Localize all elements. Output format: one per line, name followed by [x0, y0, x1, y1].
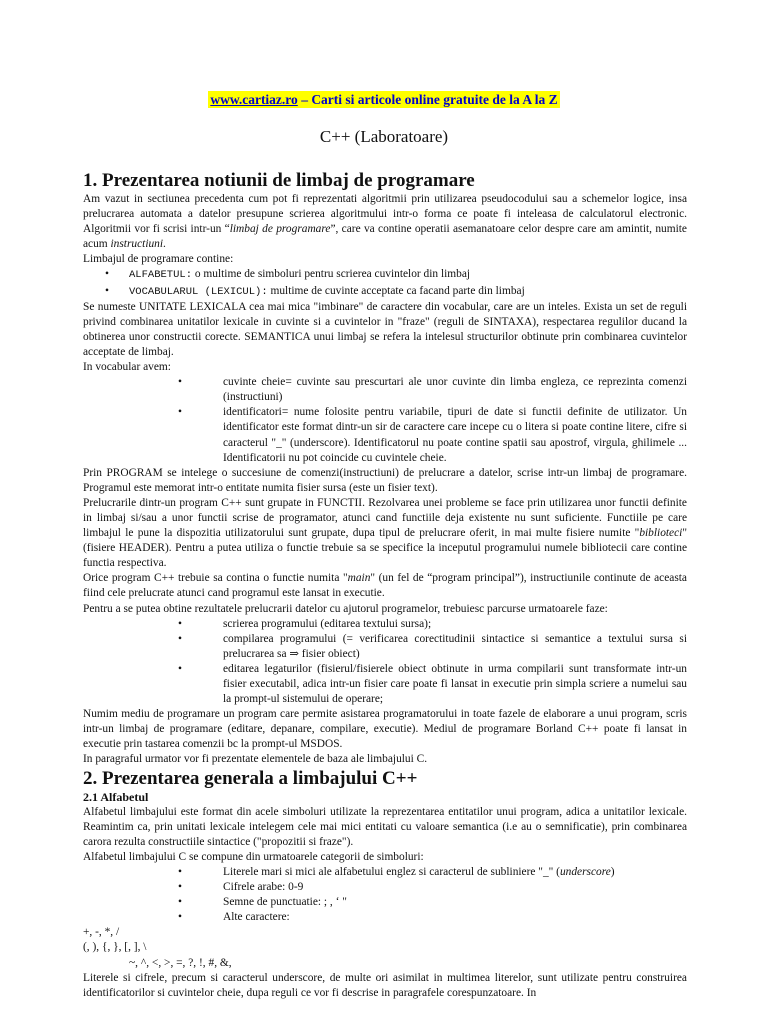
next-paragraph: In paragraful urmator vor fi prezentate elementele de baza ale limbajului C.: [83, 753, 428, 766]
intro-paragraph: Am vazut in sectiunea precedenta cum pot fi reprezentati algoritmii prin utilizarea pseudocodului sau a schemelor logice, insa prelucrarea automata a datelor presupune scrierea algoritmului intr-o forma ce poate fi inteleasa de calculatorul electronic. Algoritmii vor fi scrisi intr-un “limbaj de programare”, care va contine operatii asemanatoare celor despre care am amintit, numite acum instructiuni.: [83, 193, 687, 251]
closing-paragraph: Literele si cifrele, precum si caracterul underscore, de multe ori asimilat in multimea literelor, sunt utilizate pentru construirea identificatorilor si cuvintelor cheie, dupa reguli ce vor fi descrise in paragrafele corespunzatoare. In: [83, 971, 687, 999]
vocab-list: [83, 375, 687, 466]
bullet-icon: •: [178, 376, 182, 389]
chars-line: (, ), {, }, [, ], \: [83, 941, 147, 954]
list-item: • VOCABULARUL (LEXICUL): multime de cuvinte acceptate ca facand parte din limbaj: [105, 284, 525, 298]
categories-list: [83, 865, 687, 925]
vocab-intro: In vocabular avem:: [83, 361, 171, 374]
categories-intro: Alfabetul limbajului C se compune din urmatoarele categorii de simboluri:: [83, 850, 424, 863]
document-title: C++ (Laboratoare): [319, 127, 449, 146]
special-characters: [83, 925, 687, 970]
site-link[interactable]: www.cartiaz.ro: [210, 92, 298, 107]
list-item: • scrierea programului (editarea textului sursa);: [83, 617, 687, 632]
header-highlight: [208, 91, 559, 108]
bullet-icon: •: [178, 865, 182, 878]
bullet-icon: •: [105, 268, 109, 281]
list-item: • cuvinte cheie= cuvinte sau prescurtari ale unor cuvinte din limba engleza, ce reprezinta comenzi (instructiuni): [178, 376, 687, 404]
list-item: • Alte caractere:: [83, 910, 687, 925]
contains-line: Limbajul de programare contine:: [83, 253, 234, 266]
bullet-icon: •: [105, 284, 109, 297]
list-item: • Cifrele arabe: 0-9: [83, 880, 687, 895]
subsection-heading: 2.1 Alfabetul: [83, 789, 149, 804]
components-list: [83, 267, 687, 299]
ide-paragraph: Numim mediu de programare un program care permite asistarea programatorului in toate fazele de elaborare a unui program, scris intr-un limbaj de programare (editare, depanare, compilare, executie). Mediul de programare Borland C++ poate fi lansat in executie prin tastarea comenzii bc la prompt-ul MSDOS.: [83, 708, 687, 751]
list-item: • Semne de punctuatie: ; , ‘ ": [83, 895, 687, 910]
list-item: • editarea legaturilor (fisierul/fisierele obiect obtinute in urma compilarii sunt transformate intr-un fisier executabil, adica intr-un fisier care poate fi lansat in executie prin simpla scriere a numelui sau la prompt-ul sistemului de operare;: [178, 662, 687, 706]
functions-paragraph: Prelucrarile dintr-un program C++ sunt grupate in FUNCTII. Rezolvarea unei probleme se face prin utilizarea unor functii definite in limbaj si/sau a unor functii scrise de programator, atunci cand functiile deja existente nu sunt suficiente. Functiile pe care limbajul le pune la dispozitia utilizatorului sunt grupate, dupa tipul de prelucrare oferit, in mai multe fisiere numite "biblioteci" (fisiere HEADER). Pentru a putea utiliza o functie trebuie sa se specifice la inceputul programului numele bibliotecii care contine functia respectiva.: [83, 496, 687, 570]
site-tagline: – Carti si articole online gratuite de la A la Z: [297, 92, 558, 107]
chars-line: ~, ^, <, >, =, ?, !, #, &,: [129, 956, 232, 969]
bullet-icon: •: [178, 911, 182, 924]
section-heading-2: 2. Prezentarea generala a limbajului C++: [83, 767, 418, 789]
list-item: • identificatori= nume folosite pentru variabile, tipuri de date si functii definite de utilizator. Un identificator este format dintr-un sir de caractere care incepe cu o litera si poate contine litere, cifre si caracterul "_" (underscore). Identificatorul nu poate contine spatii sau apostrof, virgula, ghilimele ... Identificatorii nu pot coincide cu cuvintele cheie.: [178, 406, 687, 464]
bullet-icon: •: [178, 896, 182, 909]
phases-intro: Pentru a se putea obtine rezultatele prelucrarii datelor cu ajutorul programelor, trebuiesc parcurse urmatoarele faze:: [83, 602, 608, 615]
lexical-paragraph: Se numeste UNITATE LEXICALA cea mai mica "imbinare" de caractere din vocabular, care are un inteles. Exista un set de reguli privind combinarea unitatilor lexicale in cuvinte si a cuvintelor in "fraze" (reguli de SINTAXA), respectarea regulilor ducand la obtinerea unor constructii corecte. SEMANTICA unui limbaj se refera la intelesul structurilor obtinute prin combinarea cuvintelor acceptate de limbaj.: [83, 300, 687, 358]
bullet-icon: •: [178, 881, 182, 894]
list-item: • ALFABETUL: o multime de simboluri pentru scrierea cuvintelor din limbaj: [105, 268, 471, 282]
alphabet-paragraph: Alfabetul limbajului este format din acele simboluri utilizate la reprezentarea entitatilor unui program, adica a unitatilor lexicale. Reamintim ca, prin unitati lexicale intelegem cele mai mici entitati cu valoare semantica (i.e au o semnificatie), prin combinarea carora rezulta constructiile sintactice ("propozitii si fraze").: [83, 805, 687, 848]
bullet-icon: •: [178, 662, 182, 675]
main-paragraph: Orice program C++ trebuie sa contina o functie numita "main" (un fel de “program principal”), instructiunile continute de aceasta fiind cele prelucrate atunci cand programul este lansat in executie.: [83, 572, 687, 600]
list-item: • compilarea programului (= verificarea corectitudinii sintactice si semantice a textului sursa si prelucrarea sa ⇒ fisier obiect): [178, 632, 687, 660]
site-header: [0, 92, 768, 108]
chars-line: +, -, *, /: [83, 926, 120, 939]
bullet-icon: •: [178, 406, 182, 419]
phases-list: [83, 617, 687, 708]
program-paragraph: Prin PROGRAM se intelege o succesiune de comenzi(instructiuni) de prelucrare a datelor, scrise intr-un limbaj de programare. Programul este memorat intr-o entitate numita fisier sursa (este un fisier text).: [83, 466, 687, 494]
bullet-icon: •: [178, 632, 182, 645]
list-item: • Literele mari si mici ale alfabetului englez si caracterul de subliniere "_" (underscore): [83, 865, 687, 880]
section-heading-1: 1. Prezentarea notiunii de limbaj de programare: [83, 170, 475, 191]
bullet-icon: •: [178, 617, 182, 630]
document-body: [83, 170, 687, 1001]
